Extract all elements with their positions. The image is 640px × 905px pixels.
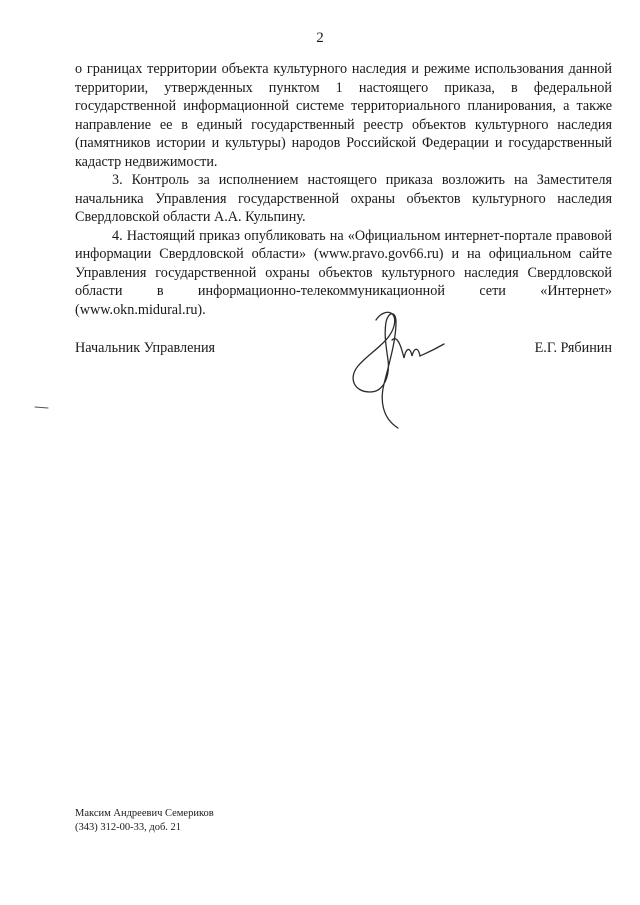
executor-phone: (343) 312-00-33, доб. 21 [75, 822, 182, 833]
stray-ink-stroke [35, 407, 48, 408]
handwritten-signature-icon [340, 300, 460, 440]
signature-stroke-tail [392, 339, 444, 358]
signature-stroke-main [353, 312, 398, 428]
page-number: 2 [316, 30, 324, 46]
paragraph-3: 3. Контроль за исполнением настоящего приказа возложить на Заместителя начальника Управления государственной охраны объектов культурного наследия Свердловской области А.А. Кульпину. [75, 172, 612, 225]
executor-name: Максим Андреевич Семериков [75, 808, 214, 819]
executor-footer [75, 807, 214, 835]
signatory-title: Начальник Управления [75, 340, 216, 356]
paragraph-continuation: о границах территории объекта культурного наследия и режиме использования данной территории, утвержденных пунктом 1 настоящего приказа, в федеральной государственной информационной системе территориального планирования, а также направление ее в единый государственный реестр объектов культурного наследия (памятников истории и культуры) народов Российской Федерации и государственный кадастр недвижимости. [75, 61, 612, 170]
document-body [75, 60, 612, 319]
signatory-name: Е.Г. Рябинин [534, 340, 612, 356]
stray-ink-mark-icon [34, 404, 50, 410]
paragraph-4: 4. Настоящий приказ опубликовать на «Официальном интернет-портале правовой информации Свердловской области» (www.pravo.gov66.ru) и на официальном сайте Управления государственной охраны объектов культурного наследия Свердловской области в информационно-телекоммуникационной сети «Интернет» (www.okn.midural.ru). [75, 227, 612, 318]
